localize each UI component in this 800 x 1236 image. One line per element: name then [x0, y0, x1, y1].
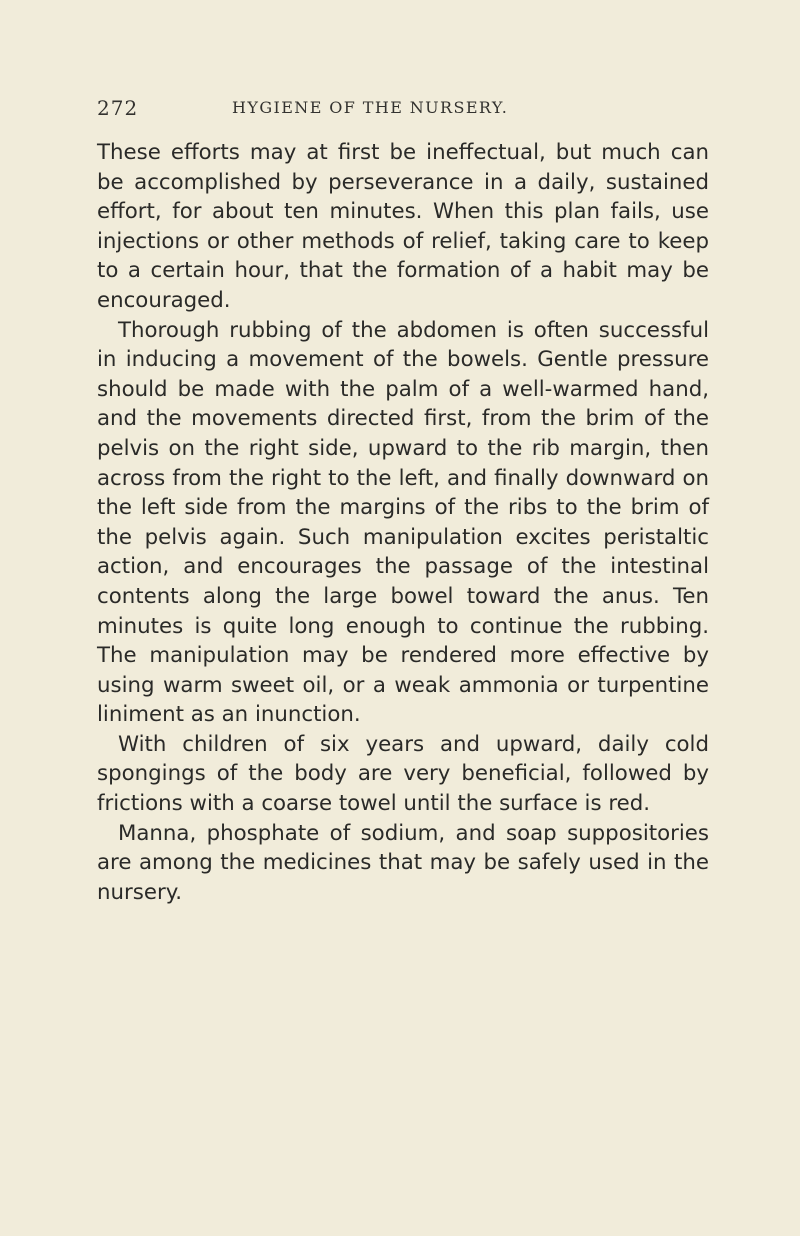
paragraph-abdominal-rubbing: Thorough rubbing of the abdomen is often successful in inducing a movement of the bowels. Gentle pressure should be made with the palm of a well-warmed hand, and the movements directed first, from the brim of the pelvis on the right side, upward to the rib margin, then across from the right to the left, and finally downward on the left side from the margins of the ribs to the brim of the pelvis again. Such manipulation excites peristaltic action, and encourages the passage of the intestinal contents along the large bowel toward the anus. Ten minutes is quite long enough to continue the rubbing. The manipulation may be rendered more effective by using warm sweet oil, or a weak ammonia or turpentine liniment as an inunction. [97, 317, 709, 728]
paragraph-cold-spongings: With children of six years and upward, daily cold spongings of the body are very beneficial, followed by frictions with a coarse towel until the surface is red. [97, 731, 709, 817]
running-title: HYGIENE OF THE NURSERY. [232, 98, 509, 117]
page-number: 272 [97, 96, 139, 120]
paragraph-medicines: Manna, phosphate of sodium, and soap suppositories are among the medicines that may be safely used in the nursery. [97, 820, 709, 905]
paragraph-efforts: These efforts may at first be ineffectual, but much can be accomplished by perseverance in a daily, sustained effort, for about ten minutes. When this plan fails, use injections or other methods of relief, taking care to keep to a certain hour, that the formation of a habit may be encouraged. [97, 140, 709, 313]
running-head [97, 96, 717, 120]
body-text [97, 138, 709, 907]
